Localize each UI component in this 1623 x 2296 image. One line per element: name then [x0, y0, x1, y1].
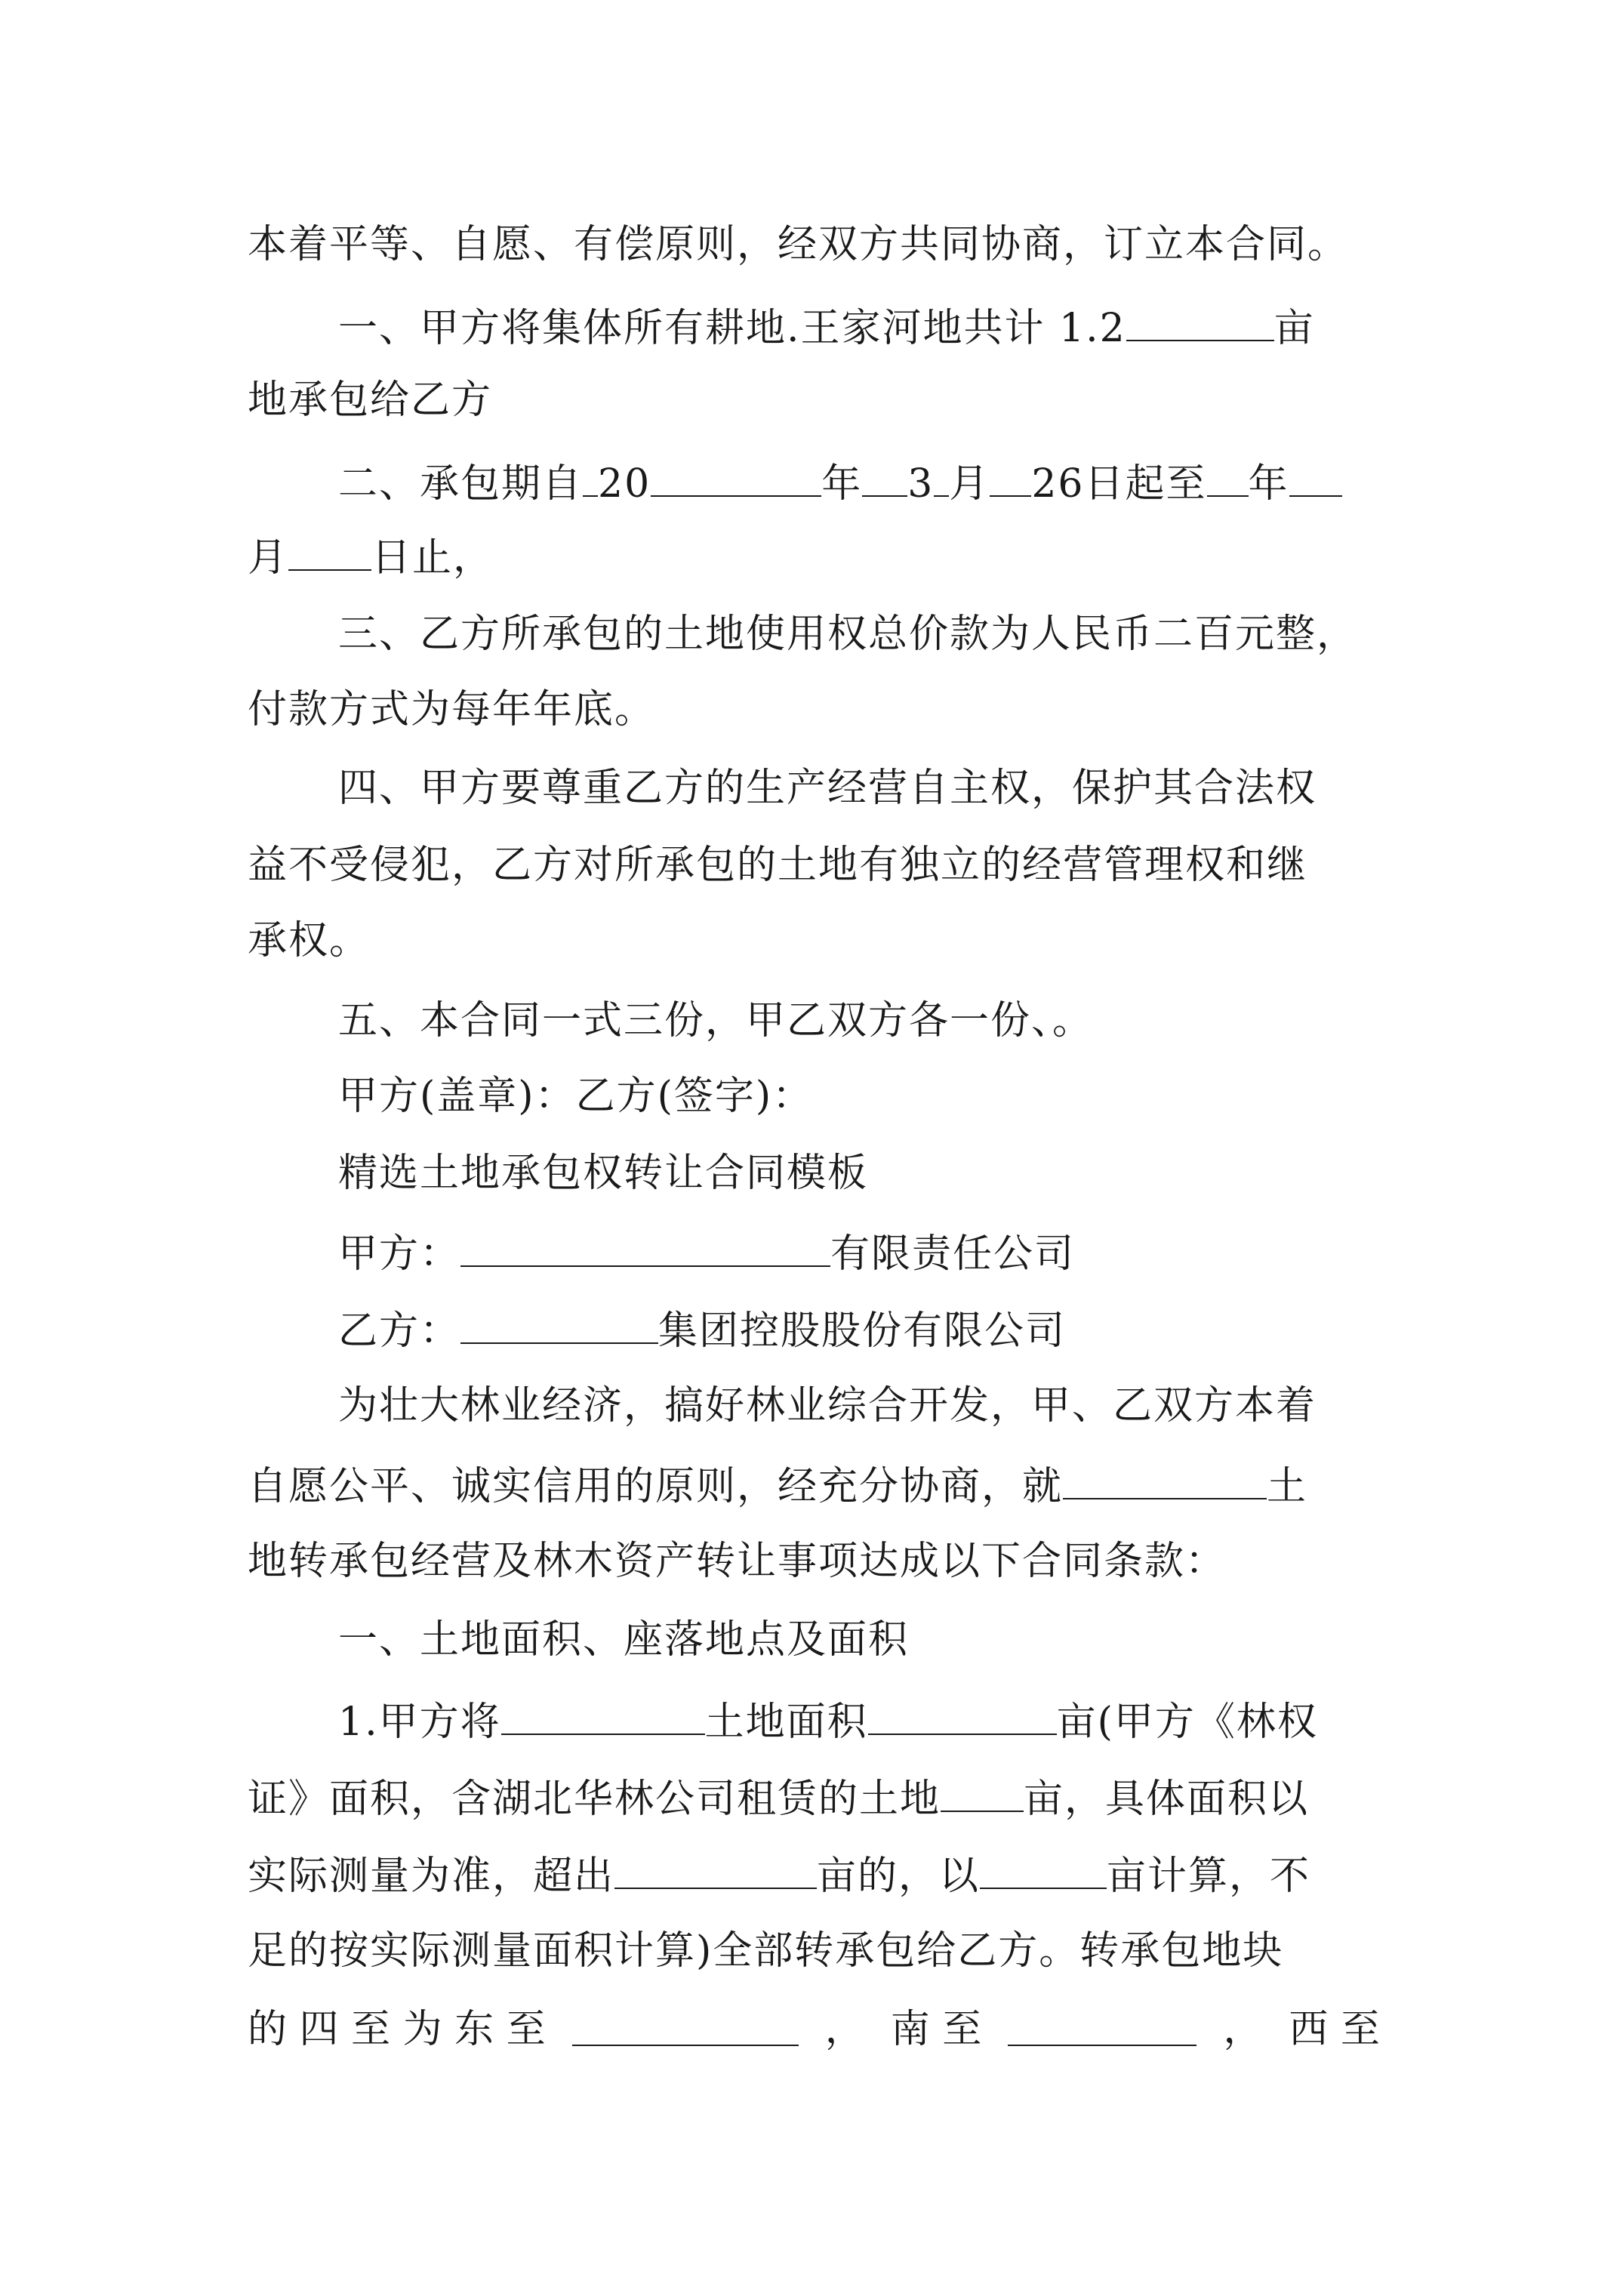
text-line-21: 证》面积，含湖北华林公司租赁的土地 亩，具体面积以 — [248, 1771, 1380, 1820]
clause-3-line: 三、乙方所承包的土地使用权总价款为人民币二百元整， — [338, 612, 1358, 657]
text-line-17: 自愿公平、诚实信用的原则，经充分协商，就 土 — [248, 1459, 1380, 1507]
blank-field — [1008, 2005, 1196, 2046]
text-line-22: 实际测量为准，超出 亩的，以 亩计算，不 — [248, 1848, 1380, 1897]
text-line-1: 本着平等、自愿、有偿原则，经双方共同协商，订立本合同。 — [248, 222, 1349, 267]
clause-5-line: 五、本合同一式三份，甲乙双方各一份、。 — [338, 998, 1094, 1043]
blank-field — [583, 456, 598, 497]
article-1-heading: 一、土地面积、座落地点及面积 — [338, 1617, 910, 1663]
text-line-10: 承权。 — [248, 918, 371, 963]
text-line-9: 益不受侵犯，乙方对所承包的土地有独立的经营管理权和继 — [248, 843, 1308, 888]
blank-field — [1289, 456, 1342, 497]
blank-field — [1207, 456, 1249, 497]
section-title: 精选土地承包权转让合同模板 — [338, 1151, 869, 1196]
blank-field — [614, 1848, 817, 1889]
text-line-18: 地转承包经营及林木资产转让事项达成以下合同条款： — [248, 1539, 1227, 1584]
blank-field — [1063, 1459, 1267, 1499]
text-line-7: 付款方式为每年年底。 — [248, 687, 656, 732]
blank-field — [862, 456, 907, 497]
blank-field — [460, 1226, 830, 1267]
text-line-23: 足的按实际测量面积计算)全部转承包给乙方。转承包地块 — [248, 1928, 1284, 1974]
blank-field — [980, 1848, 1107, 1889]
blank-field — [460, 1303, 658, 1344]
clause-1-line: 一、甲方将集体所有耕地.王家河地共计 1.2 亩 — [338, 300, 1471, 349]
clause-2-line: 二、承包期自 20 年 3 月 26日起至 年 — [338, 456, 1471, 504]
blank-field — [1126, 300, 1274, 341]
blank-field — [288, 530, 371, 571]
text-line-24: 的 四 至 为 东 至 ， 南 至 ， 西 至 — [248, 2007, 1380, 2052]
blank-field — [651, 456, 821, 497]
clause-4-line: 四、甲方要尊重乙方的生产经营自主权，保护其合法权 — [338, 766, 1317, 811]
party-b-line: 乙方： 集团控股股份有限公司 — [338, 1303, 1471, 1351]
blank-field — [501, 1694, 705, 1735]
blank-field — [934, 456, 949, 497]
blank-field — [990, 456, 1031, 497]
text-line-5: 月 日止， — [248, 530, 1380, 578]
article-1-item-1: 1.甲方将 土地面积 亩(甲方《林权 — [338, 1694, 1471, 1743]
party-a-line: 甲方： 有限责任公司 — [338, 1226, 1471, 1274]
blank-field — [941, 1771, 1024, 1812]
blank-field — [868, 1694, 1057, 1735]
intro-line: 为壮大林业经济，搞好林业综合开发，甲、乙双方本着 — [338, 1383, 1317, 1428]
text-line-3: 地承包给乙方 — [248, 378, 493, 423]
blank-field — [572, 2005, 799, 2046]
signature-line: 甲方(盖章)：乙方(签字)： — [338, 1074, 814, 1119]
